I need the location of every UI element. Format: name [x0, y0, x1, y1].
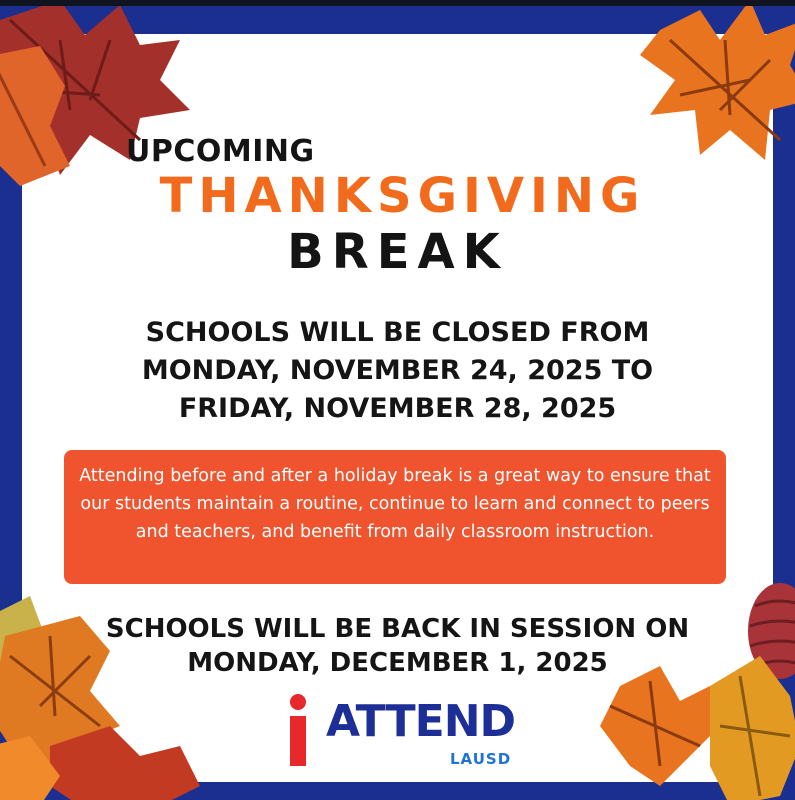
closure-line-2: MONDAY, NOVEMBER 24, 2025 TO [141, 355, 654, 386]
upcoming-label: UPCOMING [126, 134, 315, 169]
return-dates [0, 612, 795, 680]
autumn-leaf-top-right-icon [640, 6, 795, 170]
thanksgiving-title: THANKSGIVING [159, 168, 646, 224]
logo-word: ATTEND [326, 696, 516, 747]
return-line-1: SCHOOLS WILL BE BACK IN SESSION ON [105, 614, 690, 644]
return-line-2: MONDAY, DECEMBER 1, 2025 [187, 648, 608, 678]
logo-sub: LAUSD [450, 750, 512, 768]
break-title: BREAK [287, 224, 508, 280]
closure-dates [0, 314, 795, 428]
attendance-callout [64, 450, 726, 584]
callout-text: Attending before and after a holiday break is a great way to ensure that our students maintain a routine, continue to learn and connect to peers and teachers, and benefit from daily classroom instruction. [79, 466, 711, 542]
closure-line-3: FRIDAY, NOVEMBER 28, 2025 [178, 393, 617, 424]
thanksgiving-poster [0, 6, 795, 800]
closure-line-1: SCHOOLS WILL BE CLOSED FROM [145, 317, 650, 348]
orange-leaf-left-icon [0, 46, 80, 186]
